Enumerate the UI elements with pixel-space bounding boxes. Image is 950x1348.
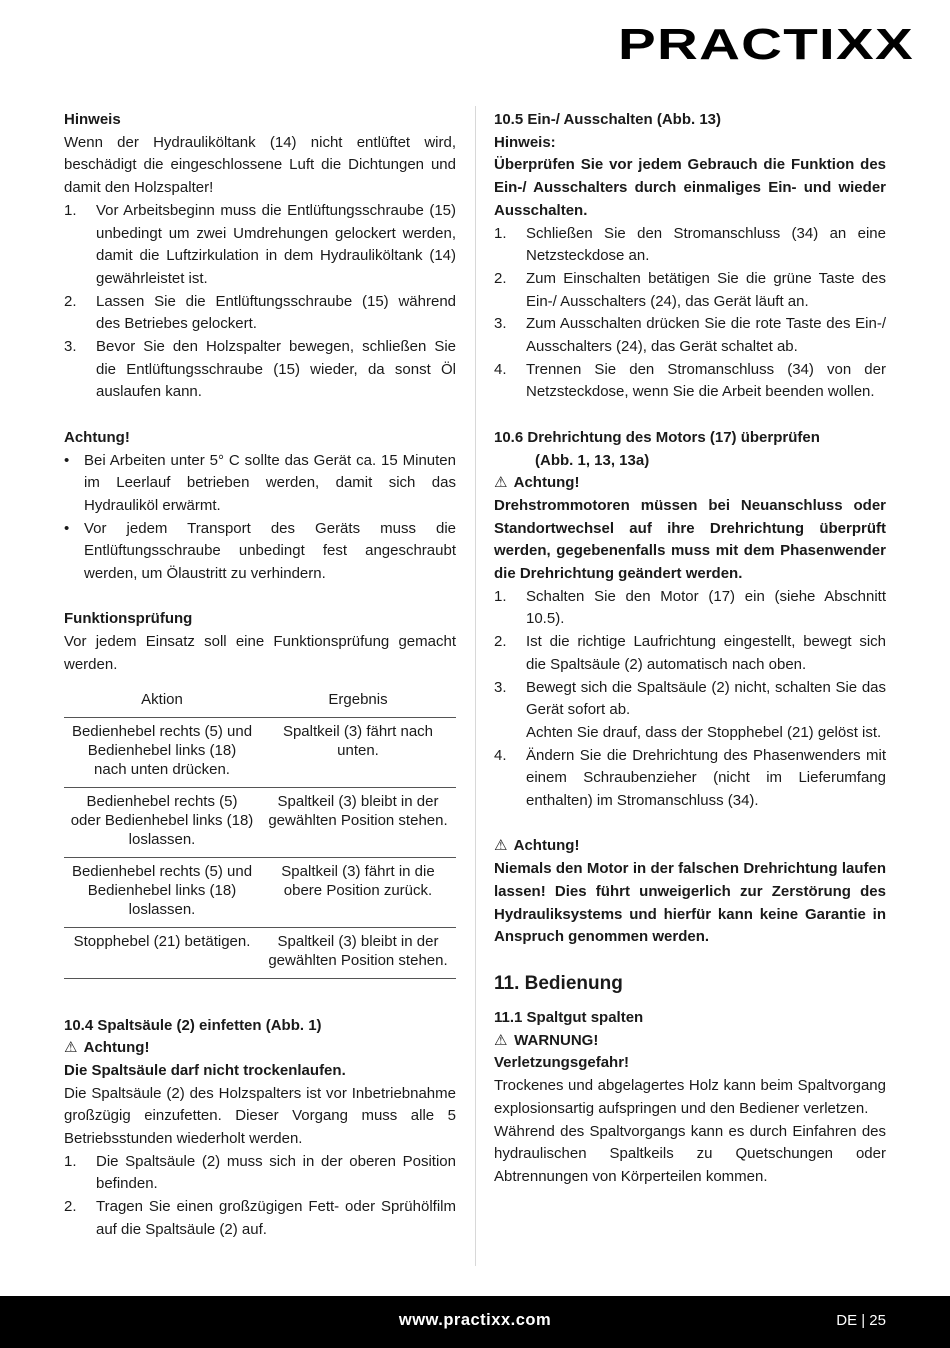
list-item: 1. Schalten Sie den Motor (17) ein (siehe Abschnitt 10.5).	[494, 587, 886, 628]
achtung-heading: Achtung!	[64, 428, 130, 446]
table-cell: Bedienhebel rechts (5) und Bedienhebel links (18) loslassen.	[64, 857, 260, 927]
warning-icon: ⚠	[64, 1039, 78, 1057]
list-item: 2. Zum Einschalten betätigen Sie die grüne Taste des Ein-/ Ausschalters (24), das Gerät läuft an.	[494, 269, 886, 310]
s106-bold-2: Niemals den Motor in der falschen Drehrichtung laufen lassen! Dies führt unweigerlich zur Zerstörung des Hydrauliksystems und hierfür kann keine Garantie in Anspruch genommen werden.	[494, 860, 886, 946]
list-item: 3. Bewegt sich die Spaltsäule (2) nicht, schalten Sie das Gerät sofort ab. Achten Sie drauf, dass der Stopphebel (21) gelöst ist.	[494, 678, 886, 741]
left-column	[64, 109, 456, 1242]
s106-steps	[494, 586, 886, 813]
s106-bold: Drehstrommotoren müssen bei Neuanschluss oder Standortwechsel auf ihre Drehrichtung überprüft werden, gegebenenfalls muss mit dem Phasenwender die Drehrichtung geändert werden.	[494, 496, 886, 583]
s111-bold: Verletzungsgefahr!	[494, 1054, 630, 1072]
s106-achtung-2: ⚠ Achtung!	[494, 835, 886, 858]
column-divider	[475, 106, 476, 1266]
list-item: • Vor jedem Transport des Geräts muss die Entlüftungsschraube unbedingt fest angeschraubt werden, um Ölaustritt zu verhindern.	[64, 519, 456, 583]
table-cell: Spaltkeil (3) bleibt in der gewählten Position stehen.	[260, 787, 456, 857]
table-header-cell: Aktion	[64, 685, 260, 718]
section-10-6-heading: 10.6 Drehrichtung des Motors (17) überprüfen	[494, 428, 820, 446]
warning-icon: ⚠	[494, 837, 508, 855]
function-test-table	[64, 685, 456, 979]
table-cell: Stopphebel (21) betätigen.	[64, 927, 260, 978]
s106-achtung: ⚠ Achtung!	[494, 472, 886, 495]
s104-text: Die Spaltsäule (2) des Holzspalters ist vor Inbetriebnahme großzügig einzufetten. Dieser Vorgang muss alle 5 Betriebsstunden wiederholt werden.	[64, 1084, 456, 1148]
s111-warnung: ⚠ WARNUNG!	[494, 1030, 886, 1053]
section-10-4-heading: 10.4 Spaltsäule (2) einfetten (Abb. 1)	[64, 1016, 322, 1034]
table-row	[64, 927, 456, 978]
right-column	[494, 109, 886, 1189]
practixx-logo	[618, 14, 916, 78]
table-cell: Spaltkeil (3) fährt nach unten.	[260, 717, 456, 787]
s111-text-1: Trockenes und abgelagertes Holz kann beim Spaltvorgang explosionsartig aufspringen und den Bediener verletzen.	[494, 1077, 886, 1117]
table-header-row	[64, 685, 456, 718]
list-item: 2. Tragen Sie einen großzügigen Fett- oder Sprühölfilm auf die Spaltsäule (2) auf.	[64, 1198, 456, 1238]
page-footer	[0, 1296, 950, 1348]
warning-icon: ⚠	[494, 1031, 508, 1049]
list-item: • Bei Arbeiten unter 5° C sollte das Gerät ca. 15 Minuten im Leerlauf betrieben werden, damit sich das Hydrauliköl erwärmt.	[64, 451, 456, 514]
funktion-heading: Funktionsprüfung	[64, 610, 193, 628]
s104-bold: Die Spaltsäule darf nicht trockenlaufen.	[64, 1061, 346, 1079]
table-row	[64, 787, 456, 857]
list-item: 2. Ist die richtige Laufrichtung eingestellt, bewegt sich die Spaltsäule (2) automatisch nach oben.	[494, 633, 886, 673]
table-header-cell: Ergebnis	[260, 685, 456, 718]
hinweis-heading: Hinweis	[64, 111, 121, 128]
list-item: 1. Die Spaltsäule (2) muss sich in der oberen Position befinden.	[64, 1152, 456, 1193]
table-row	[64, 857, 456, 927]
s105-hinweis: Hinweis:	[494, 133, 556, 151]
table-cell: Spaltkeil (3) bleibt in der gewählten Position stehen.	[260, 927, 456, 978]
section-11-heading: 11. Bedienung	[494, 972, 623, 994]
hinweis-text: Wenn der Hydrauliköltank (14) nicht entlüftet wird, beschädigt die eingeschlossene Luft die Dichtungen und damit den Holzspalter!	[64, 133, 456, 197]
list-item: 3. Bevor Sie den Holzspalter bewegen, schließen Sie die Entlüftungsschraube (15) wieder, da sonst Öl auslaufen kann.	[64, 338, 456, 401]
section-10-6-heading-cont: (Abb. 1, 13, 13a)	[535, 451, 650, 469]
achtung-bullets	[64, 450, 456, 586]
table-cell: Bedienhebel rechts (5) oder Bedienhebel links (18) loslassen.	[64, 787, 260, 857]
table-row	[64, 717, 456, 787]
list-item: 2. Lassen Sie die Entlüftungsschraube (15) während des Betriebes gelockert.	[64, 292, 456, 333]
s105-bold: Überprüfen Sie vor jedem Gebrauch die Funktion des Ein-/ Ausschalters durch einmaliges Ein- und wieder Ausschalten.	[494, 156, 886, 219]
table-cell: Bedienhebel rechts (5) und Bedienhebel links (18) nach unten drücken.	[64, 717, 260, 787]
logo-text: PRACTIXX	[618, 20, 914, 69]
warning-icon: ⚠	[494, 474, 508, 492]
page-number: DE | 25	[836, 1312, 886, 1329]
list-item: 4. Trennen Sie den Stromanschluss (34) von der Netzsteckdose, wenn Sie die Arbeit beenden wollen.	[494, 360, 886, 401]
section-10-5-heading: 10.5 Ein-/ Ausschalten (Abb. 13)	[494, 111, 721, 128]
section-11-1-heading: 11.1 Spaltgut spalten	[494, 1008, 644, 1026]
list-item: 3. Zum Ausschalten drücken Sie die rote Taste des Ein-/ Ausschalters (24), das Gerät schaltet ab.	[494, 315, 886, 356]
s104-achtung: ⚠ Achtung!	[64, 1037, 456, 1060]
hinweis-steps	[64, 200, 456, 404]
website-link[interactable]: www.practixx.com	[398, 1311, 552, 1329]
table-cell: Spaltkeil (3) fährt in die obere Position zurück.	[260, 857, 456, 927]
s105-steps	[494, 223, 886, 405]
funktion-text: Vor jedem Einsatz soll eine Funktionsprüfung gemacht werden.	[64, 633, 456, 673]
list-item: 1. Vor Arbeitsbeginn muss die Entlüftungsschraube (15) unbedingt um zwei Umdrehungen gelockert werden, damit die Luftzirkulation in dem Hydrauliköltank (14) gewährleistet ist.	[64, 201, 456, 287]
list-item: 4. Ändern Sie die Drehrichtung des Phasenwenders mit einem Schraubenzieher (nicht im Lieferumfang enthalten) im Stromanschluss (34).	[494, 746, 886, 810]
list-item: 1. Schließen Sie den Stromanschluss (34) an eine Netzsteckdose an.	[494, 224, 886, 265]
s111-text-2: Während des Spaltvorgangs kann es durch Einfahren des hydraulischen Spaltkeils zu Quetschungen oder Abtrennungen von Körperteilen kommen.	[494, 1122, 886, 1185]
s104-steps	[64, 1151, 456, 1242]
